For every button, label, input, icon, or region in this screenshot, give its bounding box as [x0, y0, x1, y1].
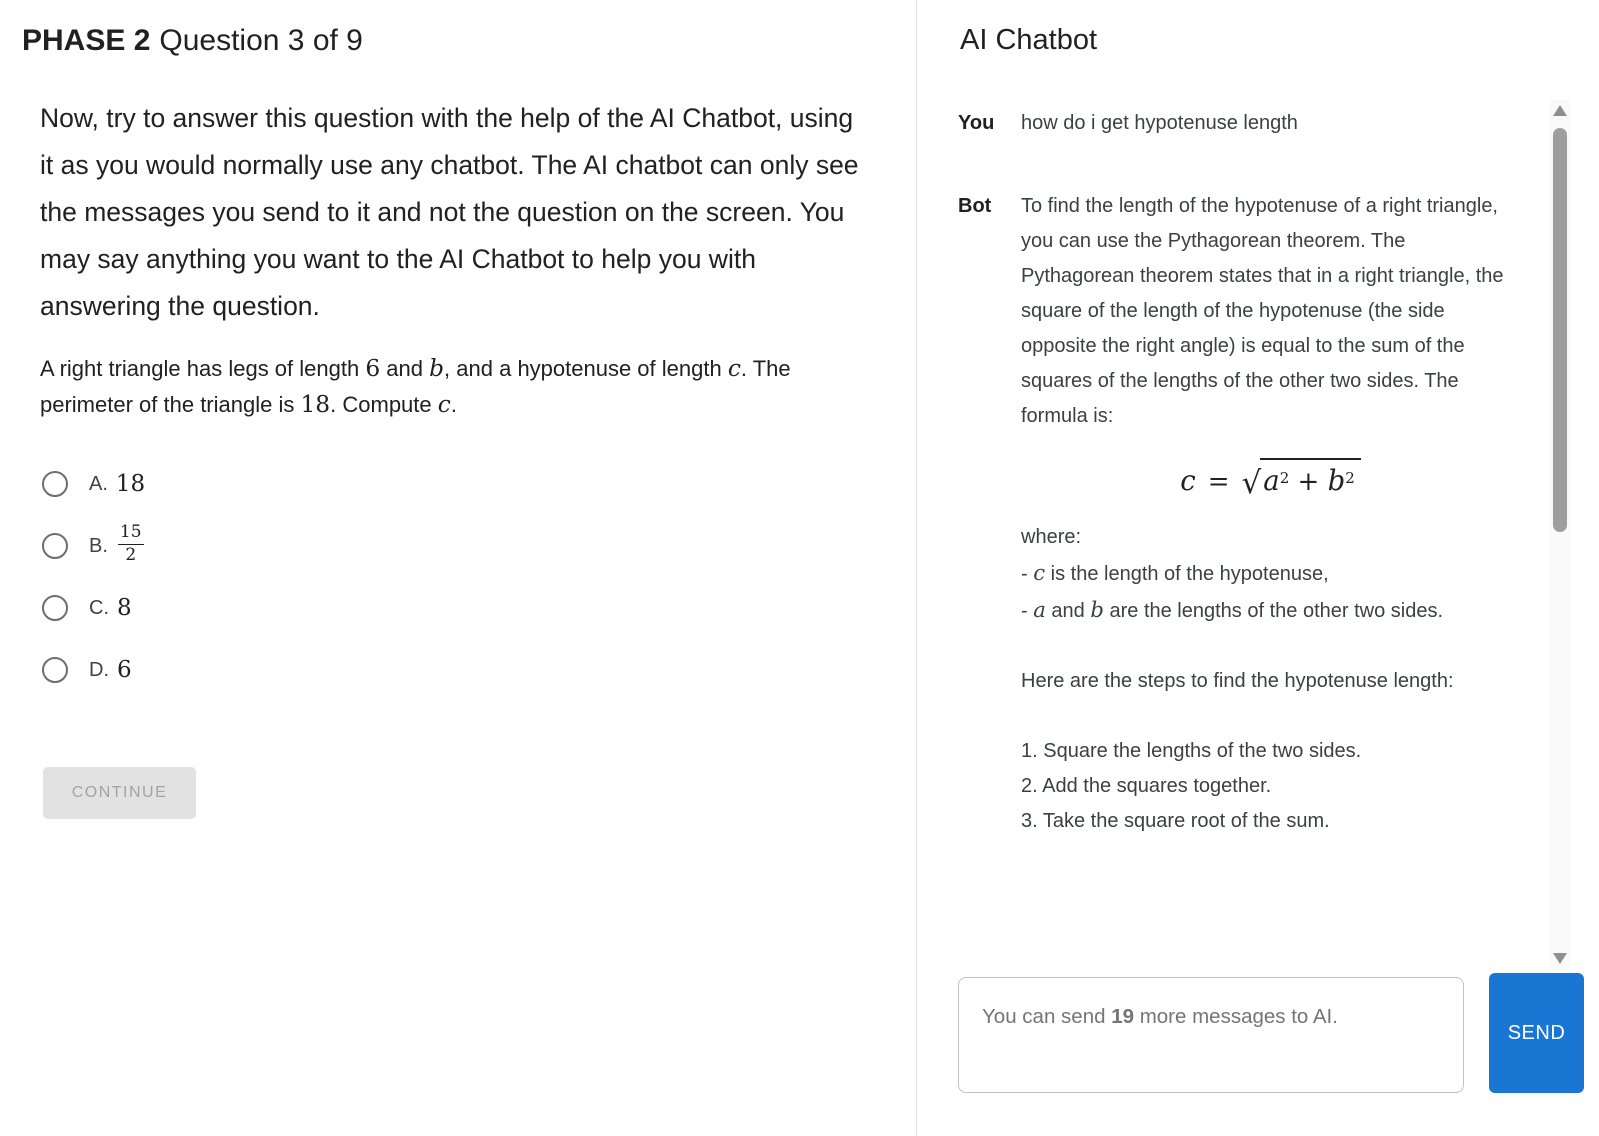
- bot-message-row: [958, 189, 1520, 839]
- user-message: how do i get hypotenuse length: [1021, 112, 1298, 134]
- page-title: [22, 24, 363, 58]
- pythagorean-formula: [1021, 458, 1520, 501]
- exponent: 2: [1279, 469, 1290, 487]
- math-number: 6: [365, 355, 381, 382]
- formula-var-a: a: [1263, 465, 1280, 497]
- question-segment: .: [450, 392, 457, 417]
- instructions-text: Now, try to answer this question with the help of the AI Chatbot, using it as you would normally use any chatbot. The AI chatbot can only see the messages you send to it and not the question on the screen. You may say anything you want to the AI Chatbot to help you with answering the question.: [40, 103, 859, 321]
- option-b[interactable]: [42, 521, 144, 565]
- question-progress: Question 3 of 9: [159, 24, 363, 57]
- sqrt-symbol: √: [1241, 465, 1262, 501]
- option-letter: A.: [89, 472, 108, 495]
- where-block: [1021, 520, 1520, 629]
- message-input[interactable]: [958, 977, 1464, 1093]
- scroll-down-arrow-icon[interactable]: [1553, 953, 1567, 964]
- question-segment: A right triangle has legs of length: [40, 356, 366, 381]
- panel-divider: [916, 0, 917, 1136]
- option-value: 18: [115, 471, 146, 497]
- where-text: and: [1045, 600, 1091, 622]
- radio-button-c[interactable]: [42, 595, 68, 621]
- fraction-numerator: 15: [118, 523, 144, 545]
- bot-paragraph: To find the length of the hypotenuse of a right triangle, you can use the Pythagorean theorem. The Pythagorean theorem states that in a right triangle, the square of the length of the hypotenuse (the side opposite the right angle) is equal to the sum of the squares of the lengths of the other two sides. The formula is:: [1021, 195, 1504, 427]
- option-value-fraction: [118, 523, 144, 565]
- option-value: 6: [117, 657, 132, 683]
- placeholder-text: You can send: [982, 1005, 1112, 1028]
- math-var-b: b: [429, 355, 445, 382]
- option-c[interactable]: [42, 594, 132, 622]
- steps-intro: Here are the steps to find the hypotenuse length:: [1021, 670, 1454, 692]
- option-letter: D.: [89, 658, 109, 681]
- equals-sign: =: [1207, 467, 1230, 497]
- question-segment: . Compute: [330, 392, 438, 417]
- messages-remaining-count: 19: [1111, 1005, 1134, 1028]
- step-item: 3. Take the square root of the sum.: [1021, 810, 1330, 832]
- dash: -: [1021, 563, 1034, 585]
- chat-messages: [958, 106, 1520, 839]
- formula-var-b: b: [1327, 465, 1346, 497]
- step-item: 2. Add the squares together.: [1021, 775, 1272, 797]
- steps-list: [1021, 734, 1520, 839]
- question-segment: , and a hypotenuse of length: [444, 356, 728, 381]
- math-number: 18: [300, 391, 331, 418]
- formula-lhs: c: [1180, 465, 1196, 497]
- chat-scrollbar-thumb[interactable]: [1553, 128, 1567, 532]
- option-d[interactable]: [42, 656, 132, 684]
- radio-button-d[interactable]: [42, 657, 68, 683]
- option-value: 8: [117, 595, 132, 621]
- phase-label: PHASE 2: [22, 24, 151, 57]
- exponent: 2: [1345, 469, 1355, 487]
- where-label: where:: [1021, 526, 1082, 548]
- plus-sign: +: [1289, 467, 1328, 497]
- radio-button-b[interactable]: [42, 533, 68, 559]
- fraction-denominator: 2: [125, 544, 137, 565]
- math-var-c: c: [437, 391, 451, 418]
- question-segment: . The perimeter of the triangle is: [40, 356, 791, 417]
- where-line-c: [1021, 555, 1520, 592]
- placeholder-text: more messages to AI.: [1134, 1005, 1338, 1028]
- step-item: 1. Square the lengths of the two sides.: [1021, 740, 1362, 762]
- where-text: is the length of the hypotenuse,: [1045, 563, 1329, 585]
- question-text: [40, 351, 860, 423]
- math-var-b: b: [1090, 597, 1104, 622]
- user-message-row: [958, 106, 1520, 141]
- message-input-placeholder: [982, 1005, 1338, 1029]
- you-label: You: [958, 112, 995, 134]
- chat-title: AI Chatbot: [960, 24, 1098, 56]
- math-var-c: c: [727, 355, 741, 382]
- question-segment: and: [380, 356, 430, 381]
- where-line-ab: [1021, 592, 1520, 629]
- radio-button-a[interactable]: [42, 471, 68, 497]
- option-a[interactable]: [42, 470, 145, 498]
- bot-label: Bot: [958, 195, 992, 217]
- where-text: are the lengths of the other two sides.: [1103, 600, 1444, 622]
- continue-button[interactable]: CONTINUE: [43, 767, 196, 819]
- radicand: [1260, 458, 1361, 500]
- send-button[interactable]: SEND: [1489, 973, 1584, 1093]
- dash: -: [1021, 600, 1034, 622]
- math-var-a: a: [1033, 597, 1046, 622]
- option-letter: C.: [89, 596, 109, 619]
- bot-message: [1021, 189, 1520, 839]
- math-var-c: c: [1033, 560, 1046, 585]
- option-letter: B.: [89, 534, 108, 557]
- scroll-up-arrow-icon[interactable]: [1553, 105, 1567, 116]
